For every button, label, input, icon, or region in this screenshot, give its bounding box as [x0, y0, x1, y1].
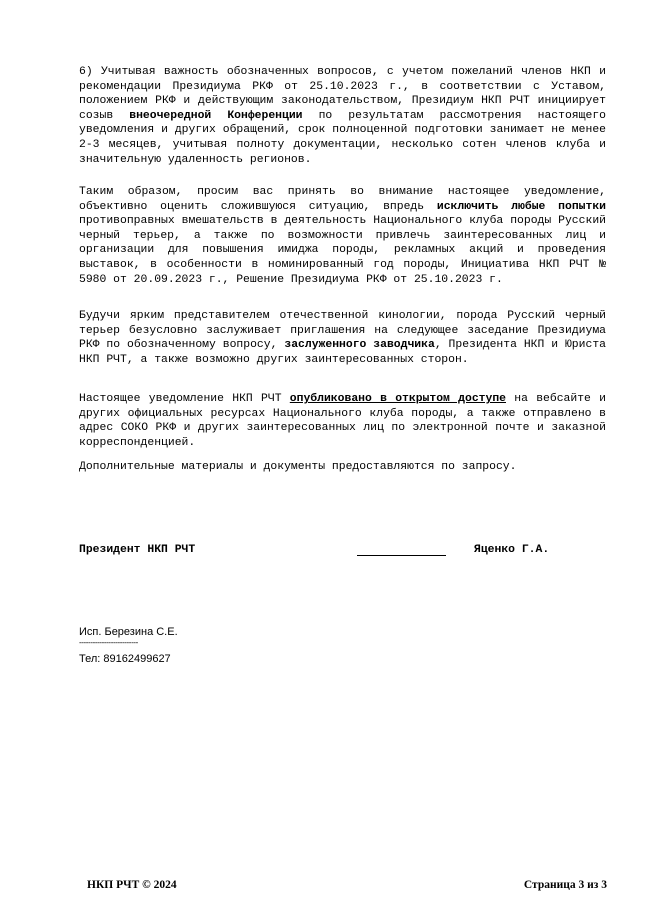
page-number [524, 879, 607, 891]
page-number-prefix: Страница [523, 879, 579, 891]
paragraph-9-bold-underlined: опубликовано в открытом доступе [289, 393, 506, 405]
paragraph-6-text-end: по результатам рассмотрения настоящего уведомления и других обращений, срок полноценной подготовки занимает не менее 2-3 месяцев, учитывая полноту документации, несколько сотен членов клуба и значительную удаленность регионов. [79, 109, 606, 166]
page-number-current: 3 [578, 879, 585, 891]
paragraph-8 [79, 309, 606, 367]
paragraph-10: Дополнительные материалы и документы предоставляются по запросу. [79, 461, 517, 473]
footer-left: НКП РЧТ © 2024 [87, 879, 177, 891]
paragraph-7-text-end: противоправных вмешательств в деятельность Национального клуба породы Русский черный терьер, а также по возможности привлечь заинтересованных лиц и организации для повышения имиджа породы, рекламных акций и проведения выставок, в особенности в номинированный год породы, Инициатива НКП РЧТ № 5980 от 20.09.2023 г., Решение Президиума РКФ от 25.10.2023 г. [79, 215, 606, 286]
paragraph-8-text: Будучи ярким представителем отечественной кинологии, порода Русский черный терьер безусловно заслуживает приглашения на следующее заседание Президиума РКФ по обозначенному вопросу, [79, 310, 606, 352]
paragraph-8-text-end: , Президента НКП и Юриста НКП РЧТ, а также возможно других заинтересованных сторон. [79, 339, 606, 366]
paragraph-7-text: Таким образом, просим вас принять во внимание настоящее уведомление, объективно оценить сложившуюся ситуацию, впредь [79, 186, 606, 213]
paragraph-7 [79, 185, 606, 287]
paragraph-6-bold: внеочередной Конференции [129, 109, 303, 122]
paragraph-8-bold: заслуженного заводчика [284, 339, 435, 352]
signature-name: Яценко Г.А. [474, 544, 550, 556]
signature-line [357, 555, 446, 556]
paragraph-9-text-end: на вебсайте и других официальных ресурсах Национального клуба породы, а также отправлено в адрес СОКО РКФ и других заинтересованных лиц по электронной почте и заказной корреспонденцией. [79, 393, 606, 449]
page-number-total: 3 [601, 879, 607, 891]
executor-divider: -------------------------- [79, 638, 138, 647]
paragraph-6 [79, 65, 606, 167]
page-number-separator: из [584, 879, 602, 891]
paragraph-9-text: Настоящее уведомление НКП РЧТ [79, 393, 290, 405]
paragraph-7-bold: исключить любые попытки [436, 200, 606, 213]
executor-name: Исп. Березина С.Е. [79, 626, 178, 638]
signature-role: Президент НКП РЧТ [79, 544, 196, 556]
executor-phone: Тел: 89162499627 [79, 653, 171, 665]
paragraph-9 [79, 392, 606, 450]
paragraph-6-text: 6) Учитывая важность обозначенных вопросов, с учетом пожеланий членов НКП и рекомендации Президиума РКФ от 25.10.2023 г., в соответствии с Уставом, положением РКФ и действующим законодательством, Президиум НКП РЧТ инициирует созыв [79, 66, 606, 122]
